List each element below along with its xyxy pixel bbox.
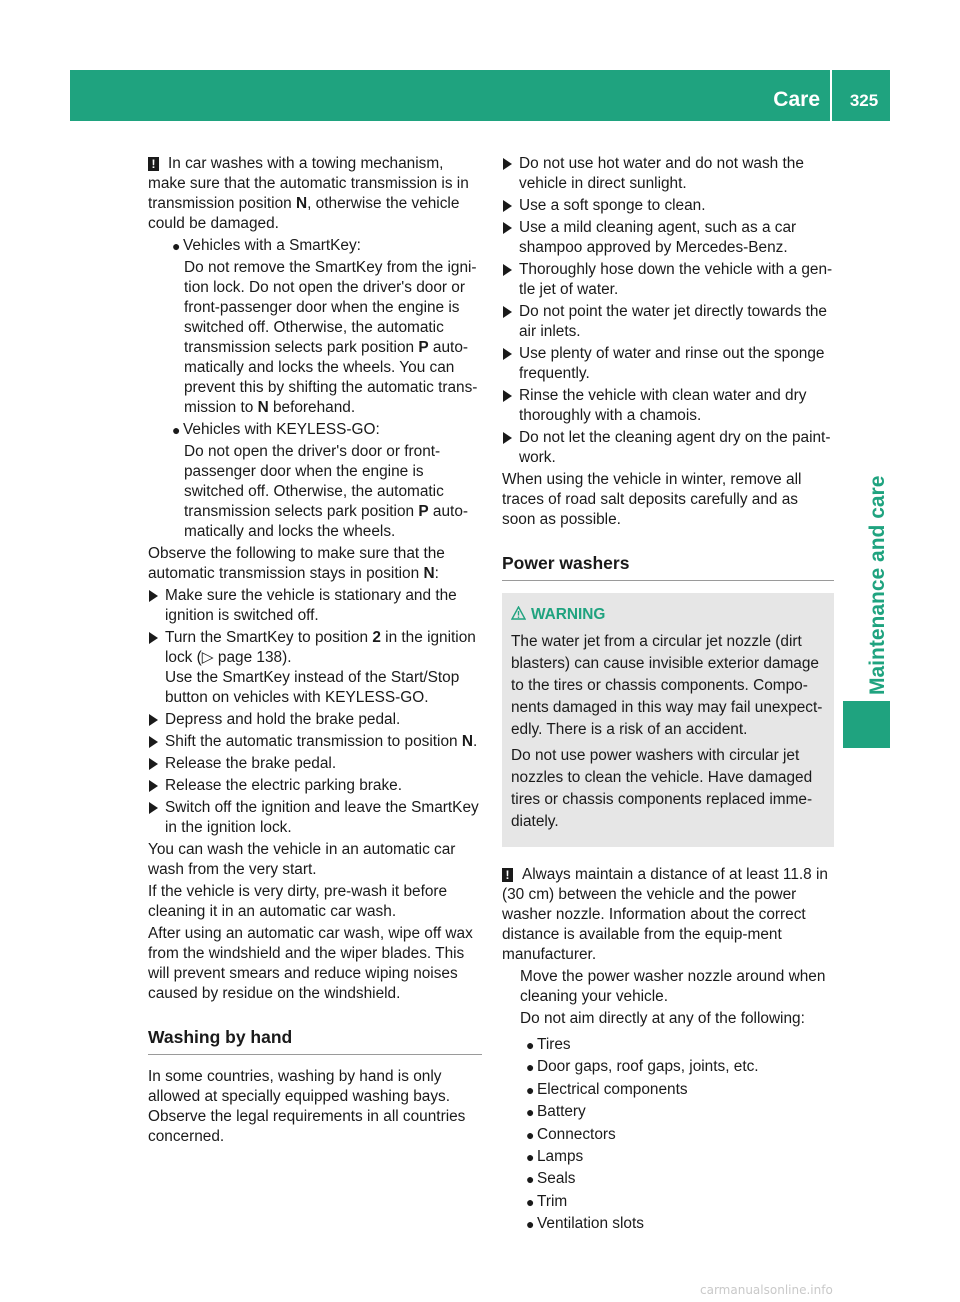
step-item: Use plenty of water and rinse out the sponge frequently. [502, 344, 834, 384]
paragraph: In some countries, washing by hand is only allowed at specially equipped washing bays. Observe the legal requirements in all countries concerned. [148, 1068, 466, 1145]
notice-bullets [148, 236, 482, 542]
observe-text: Observe the following to make sure that the automatic transmission stays in position N: [148, 545, 445, 582]
step-item: Release the electric parking brake. [148, 776, 482, 796]
bullet-icon: ● [526, 1216, 535, 1233]
keyless-text: Do not open the driver's door or front-passenger door when the engine is switched off. Otherwise, the automatic transmission selects park position P auto-matically and locks the wheels. [184, 443, 469, 540]
paragraph: Do not aim directly at any of the following: [520, 1010, 805, 1027]
arrow-icon [503, 432, 512, 444]
watermark: carmanualsonline.info [700, 1283, 833, 1297]
arrow-icon [149, 758, 158, 770]
arrow-icon [503, 306, 512, 318]
step-item: Turn the SmartKey to position 2 in the ignition lock (▷ page 138). Use the SmartKey instead of the Start/Stop button on vehicles with KEYLESS-GO. [148, 628, 482, 708]
step-item: Use a mild cleaning agent, such as a car shampoo approved by Mercedes-Benz. [502, 218, 834, 258]
list-item-label: Ventilation slots [537, 1215, 644, 1233]
paragraph: If the vehicle is very dirty, pre-wash it before cleaning it in an automatic car wash. [148, 883, 448, 920]
list-item [520, 1125, 834, 1145]
arrow-icon [503, 264, 512, 276]
heading-washing-by-hand: Washing by hand [148, 1026, 482, 1055]
bullet-icon: ● [526, 1059, 535, 1076]
list-item-label: Connectors [537, 1125, 616, 1143]
bullet-icon: ● [526, 1037, 535, 1053]
step-item: Shift the automatic transmission to position N. [148, 732, 482, 752]
warning-box [502, 593, 834, 847]
left-column [148, 154, 482, 1149]
warning-text: Do not use power washers with circular jet nozzles to clean the vehicle. Have damaged tires or chassis components replaced imme-diately. [511, 747, 813, 830]
arrow-icon [503, 348, 512, 360]
bullet-icon: ● [526, 1104, 535, 1121]
arrow-icon [503, 158, 512, 170]
list-item [520, 1147, 834, 1167]
list-item [520, 1192, 834, 1212]
section-title: Care [773, 88, 820, 111]
page-number: 325 [849, 91, 879, 110]
paragraph: When using the vehicle in winter, remove all traces of road salt deposits carefully and as soon as possible. [502, 471, 802, 528]
arrow-icon [149, 802, 158, 814]
step-item: Switch off the ignition and leave the SmartKey in the ignition lock. [148, 798, 482, 838]
bullet-icon: ● [526, 1171, 535, 1188]
bullet-icon: ● [526, 1148, 535, 1165]
list-item [520, 1214, 834, 1234]
list-item-label: Tires [537, 1036, 571, 1053]
list-item: ● Vehicles with KEYLESS-GO: [172, 421, 380, 438]
list-item-label: Battery [537, 1103, 586, 1121]
list-item [520, 1169, 834, 1189]
side-tab-label: Maintenance and care [866, 475, 889, 695]
step-item: Use a soft sponge to clean. [502, 196, 834, 216]
list-item-label: Trim [537, 1192, 568, 1210]
step-item: Make sure the vehicle is stationary and the ignition is switched off. [148, 586, 482, 626]
bullet-icon: ● [526, 1081, 535, 1098]
list-item-label: Seals [537, 1170, 576, 1188]
notice-towing: ! In car washes with a towing mechanism, make sure that the automatic transmission is in transmission position N, otherwise the vehicle could be damaged. [148, 155, 469, 232]
arrow-icon [149, 780, 158, 792]
header-divider [830, 70, 832, 121]
aim-list [520, 1035, 834, 1234]
notice-icon: ! [502, 868, 513, 882]
arrow-icon [149, 714, 158, 726]
warning-heading: WARNING [511, 605, 825, 625]
page-ref-icon: ▷ [201, 649, 214, 666]
warning-text: The water jet from a circular jet nozzle (dirt blasters) can cause invisible exterior damage to the tires or chassis components. Compo-nents damaged in this way may fail unexpect-edly. There is a risk of an accident. [511, 633, 823, 738]
arrow-icon [149, 590, 158, 602]
list-item [520, 1102, 834, 1122]
smartkey-text: Do not remove the SmartKey from the igni-tion lock. Do not open the driver's door or front-passenger door when the engine is switched off. Otherwise, the automatic transmission selects park position P auto-matically and locks the wheels. You can prevent this by shifting the automatic trans-mission to N beforehand. [184, 259, 478, 416]
arrow-icon [149, 736, 158, 748]
arrow-icon [149, 632, 158, 644]
arrow-icon [503, 390, 512, 402]
right-column [502, 154, 834, 1237]
page-header [70, 70, 890, 121]
bullet-icon: ● [526, 1193, 535, 1210]
arrow-icon [503, 200, 512, 212]
side-tab-marker [843, 701, 890, 748]
heading-power-washers: Power washers [502, 552, 834, 581]
paragraph: Move the power washer nozzle around when cleaning your vehicle. [520, 968, 826, 1005]
list-item [520, 1035, 834, 1055]
step-item: Rinse the vehicle with clean water and dry thoroughly with a chamois. [502, 386, 834, 426]
step-item: Do not use hot water and do not wash the vehicle in direct sunlight. [502, 154, 834, 194]
step-item: Do not point the water jet directly towards the air inlets. [502, 302, 834, 342]
list-item-label: Door gaps, roof gaps, joints, etc. [537, 1058, 759, 1076]
bullet-icon: ● [526, 1126, 535, 1143]
list-item [520, 1080, 834, 1100]
step-item: Release the brake pedal. [148, 754, 482, 774]
notice-distance: ! Always maintain a distance of at least 11.8 in (30 cm) between the vehicle and the power washer nozzle. Information about the correct distance is available from the equip-ment manufacturer. [502, 866, 828, 963]
warning-triangle-icon [511, 606, 526, 620]
arrow-icon [503, 222, 512, 234]
step-item: Thoroughly hose down the vehicle with a gen-tle jet of water. [502, 260, 834, 300]
list-item [520, 1057, 834, 1077]
notice-icon: ! [148, 157, 159, 171]
list-item: ● Vehicles with a SmartKey: [172, 237, 361, 254]
paragraph: After using an automatic car wash, wipe off wax from the windshield and the wiper blades. This will prevent smears and reduce wiping noises caused by residue on the windshield. [148, 925, 473, 1002]
list-item-label: Lamps [537, 1147, 584, 1165]
step-item: Depress and hold the brake pedal. [148, 710, 482, 730]
list-item-label: Electrical components [537, 1080, 688, 1098]
paragraph: You can wash the vehicle in an automatic car wash from the very start. [148, 841, 456, 878]
page-ref-link[interactable]: page 138). [213, 649, 292, 666]
step-item: Do not let the cleaning agent dry on the paint-work. [502, 428, 834, 468]
